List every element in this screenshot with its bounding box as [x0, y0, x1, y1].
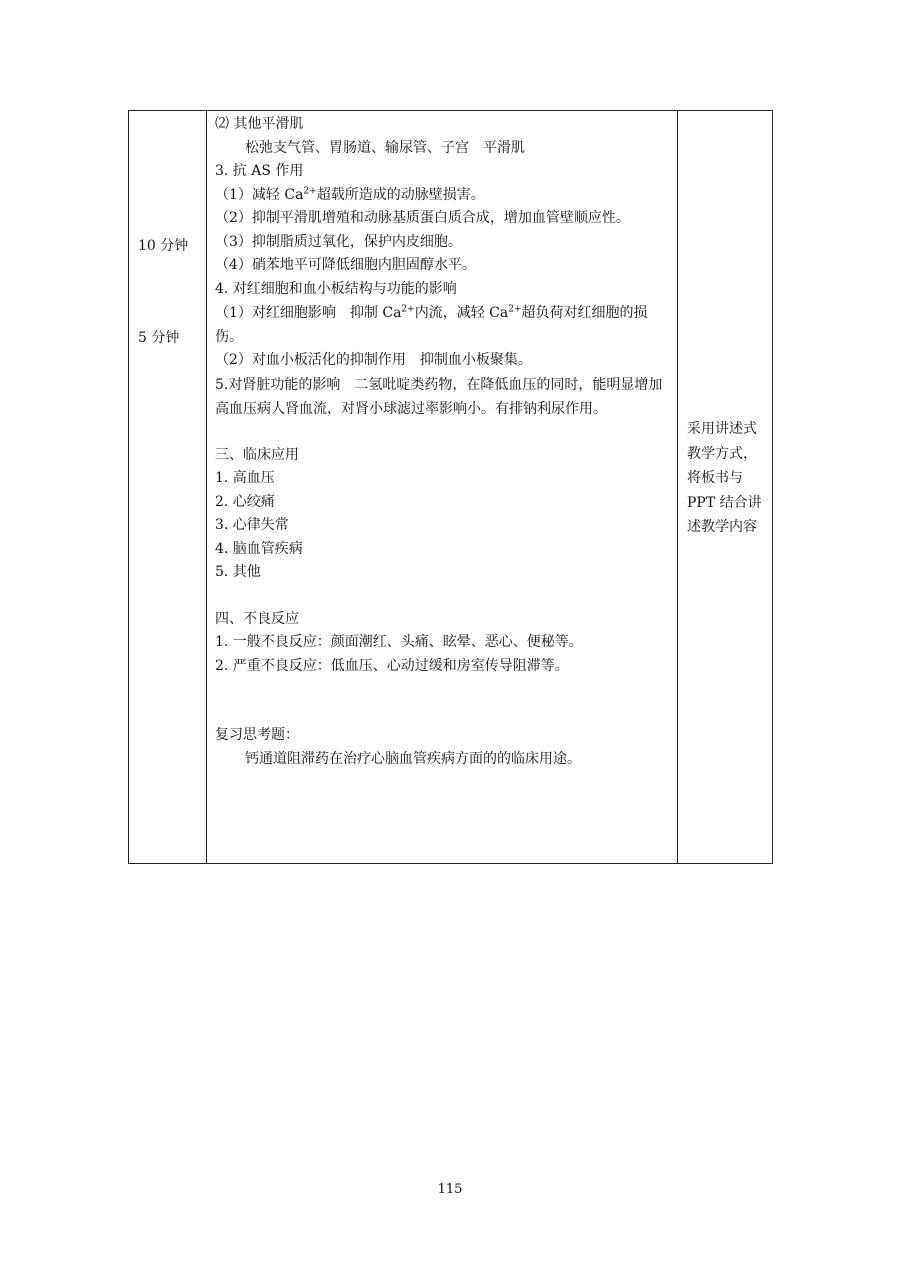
time-allocation-10min: 10 分钟 [138, 238, 189, 254]
list-item: 5. 其他 [215, 564, 261, 580]
list-item: 1. 一般不良反应：颜面潮红、头痛、眩晕、恶心、便秘等。 [215, 634, 583, 650]
list-item: 2. 严重不良反应：低血压、心动过缓和房室传导阻滞等。 [215, 657, 569, 674]
list-item: 3. 心律失常 [215, 517, 289, 533]
time-allocation-5min: 5 分钟 [138, 330, 180, 346]
review-question: 钙通道阻滞药在治疗心脑血管疾病方面的的临床用途。 [245, 750, 581, 767]
column-divider [677, 111, 678, 863]
section-heading: 三、临床应用 [215, 446, 299, 463]
list-item: 1. 高血压 [215, 470, 275, 486]
content-line: （1）对红细胞影响 抑制 $Ca^{2+}$内流，减轻 $Ca^{2+}$超负荷对红细胞的损伤。 [215, 304, 648, 345]
content-line: ⑵ 其他平滑肌 [215, 116, 304, 132]
page-number: 115 [437, 1182, 463, 1197]
content-line: 松弛支气管、胃肠道、输尿管、子宫 平滑肌 [245, 139, 525, 156]
content-line: （1）减轻 $Ca^{2+}$超载所造成的动脉壁损害。 [215, 185, 485, 203]
list-item: 2. 心绞痛 [215, 493, 275, 510]
content-line: （3）抑制脂质过氧化，保护内皮细胞。 [215, 233, 462, 250]
content-line: （4）硝苯地平可降低细胞内胆固醇水平。 [215, 257, 476, 273]
content-line: 3. 抗 AS 作用 [215, 163, 304, 179]
content-line: （2）对血小板活化的抑制作用 抑制血小板聚集。 [215, 352, 532, 368]
review-heading: 复习思考题： [215, 727, 299, 743]
column-divider [206, 111, 207, 863]
section-heading: 四、不良反应 [215, 610, 299, 627]
teaching-method: 采用讲述式教学方式，将板书与 PPT 结合讲述教学内容 [687, 421, 762, 535]
content-line: （2）抑制平滑肌增殖和动脉基质蛋白质合成，增加血管壁顺应性。 [215, 210, 630, 226]
content-line: 4. 对红细胞和血小板结构与功能的影响 [215, 280, 457, 297]
content-column [215, 113, 671, 771]
lesson-plan-table [128, 110, 773, 864]
list-item: 4. 脑血管疾病 [215, 540, 303, 557]
content-paragraph: 5.对肾脏功能的影响 二氢吡啶类药物，在降低血压的同时，能明显增加高血压病人肾血流，对肾小球滤过率影响小。有排钠利尿作用。 [215, 376, 663, 417]
